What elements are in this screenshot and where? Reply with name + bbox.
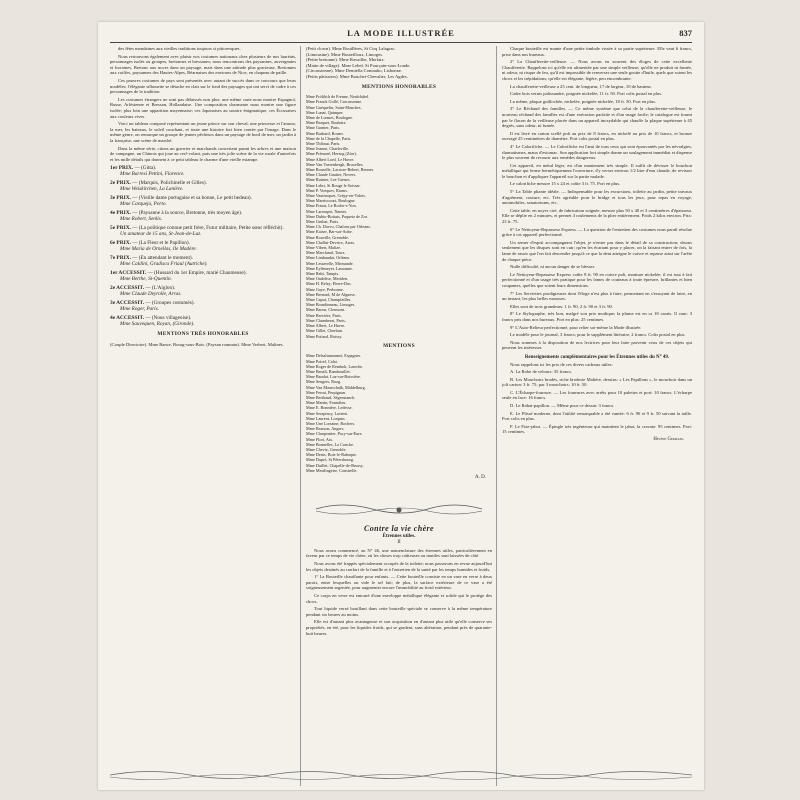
prize-list — [110, 165, 296, 327]
list-item: Mme de la Chapelle, Paris. — [306, 135, 352, 141]
list-item: Mme Duillet, Chapelle-de-Brussy. — [306, 462, 364, 468]
prize-title: — (Groupes costumés). — [145, 300, 195, 307]
article-paragraph: Elle est d'autant plus avantageuse et son acquisition en d'autant plus utile qu'elle conserve ses propriétés, en été, pour les liquides froids, qui se gardent, sans altération, pendant près de quarante-huit heures. — [306, 619, 492, 636]
prize-rank: 1er ACCESSIT. — [110, 270, 147, 277]
list-item: Mme Brevière, Paris. — [306, 312, 342, 318]
list-item: Mme Bonnelles, La Conche. — [306, 441, 355, 447]
list-item: Mme Albert Lord, Le Havre. — [306, 156, 355, 162]
list-item: Mme Lestavelle, Mirmande. — [306, 260, 354, 266]
prize-rank: 4e PRIX. — [110, 210, 131, 217]
article-paragraph: 8° Le Stylographe, très bon, malgré son prix modique; la plume est en or 18 carats. Il vaut: 3 francs pris dans nos bureaux. Port en plus: 25 centimes. — [502, 311, 692, 322]
list-item: Mme Martin, Fontalieu. — [306, 400, 347, 406]
article-paragraph: 6° Le Nettoyeur-Repasseur Express. — La question de l'entretien des costumes nous paraît résolue grâce à cet appareil perfectionné. — [502, 226, 692, 238]
list-item: Mme Flori, Aix. — [306, 436, 334, 442]
prize-winner: Mme Sauvequen, Royan, (Gironde). — [120, 321, 195, 328]
prize-title: — (Nous villageoise). — [145, 315, 192, 322]
list-item: Mme Bernard, M de Alguese. — [306, 291, 356, 297]
top-list — [306, 46, 492, 80]
column-left — [110, 46, 296, 786]
article-paragraph: 2° La Chaufferette-veilleuse. — Nous avons eu souvent des éloges de cette excellente Chaufferette. Rappelons ici qu'elle est alimentée par une simple veilleuse; qu'elle ne produit ni fumée, ni odeur, ni risque de feu, qu'il est impossible de renverser une seule goutte d'huile, quels que soient les chocs et les trépidations; qu'elle est élégante, légère, peu encombrante. — [502, 59, 692, 81]
article-paragraph: Ce corps en verre est entouré d'une enveloppe métallique élégante et solide qui le protège des chocs. — [306, 592, 492, 604]
prize-title: — (Paysanne à la source, Bretonne, très moyen âge). — [132, 210, 243, 217]
article-paragraph: des fêtes mondaines aux vieilles traditions toujours si pittoresques. — [118, 46, 241, 51]
list-item: Mme Lebri, St Rouge le Soissar. — [306, 182, 361, 188]
article-paragraph: Nous sommes à la disposition de nos lectrices pour leur faire parvenir ceux de ces objets qui peuvent les intéresser. — [502, 339, 692, 351]
list-item: Mme Challut-Devrice, Arras. — [306, 239, 356, 245]
list-item: (Petite bretonne). Mme Ravailler, Morlaix. — [306, 57, 385, 63]
article-paragraph: Cadre bois vernis palissandre, poignée nickelée, 11 fr. 50. Port colis postal en plus. — [510, 91, 663, 97]
prize-winner: Mme Weiskirchen, La Lanière. — [120, 186, 184, 193]
article-paragraph: 7° Les Serviettes prodigieuses dont l'éloge n'est plus à faire, permettant en s'essuyant de faire, en un instant, les plus belles mousses. — [502, 290, 692, 302]
prize-entry — [110, 255, 296, 267]
list-item: Mme Benali, Rambouillet. — [306, 368, 351, 374]
list-item: Mme Serapincy, Lorient. — [306, 410, 348, 416]
list-item: Mme Van Vaerenbergh, Bruxelles. — [306, 161, 364, 167]
list-item: F. Le Fixe-jabot. — Épingle très ingénieuse qui maintient le jabot, la cravate: 95 centimes. Port: 15 centimes. — [502, 423, 692, 435]
prize-winner: Mme Claude Deyrolle, Arras. — [120, 291, 182, 298]
list-item: Mme Larroupie, Nantes. — [306, 208, 348, 214]
list-item: (Petit clown). Mme Rouillères, St Cirq Lalagrac. — [306, 46, 396, 51]
list-item: Mme Lunat, Quimper. — [306, 109, 344, 115]
prize-title: — (La politique connue petit frère, Futur militaire, Petite sœur réfléchit). — [132, 225, 284, 232]
prize-winner: Mme Maria de Ornellas, Ile Madère. — [120, 246, 197, 253]
column-right — [502, 46, 692, 786]
article-contre-la-vie-chere — [306, 524, 492, 786]
list-item: Mme Burkard, Rouen. — [306, 130, 344, 136]
list-item: Mme Brasson, Angers. — [306, 426, 345, 432]
bottom-ornament — [110, 768, 692, 782]
article-paragraph: Un semer d'esprit accompagnant l'objet, je n'entre pas dans le détail de sa construction; disons seulement que les disques sont en cuir; qu'en les écartant pour y placer, on la faisant entrer de fois, la lame de rasoir que l'on fait descendre jusqu'à ce que la dent atteigne le cuivre et repasse ainsi sur l'arête de chaque pièce. — [502, 239, 692, 262]
mentions-text: (Couple Directoire). Mme Rance, Bourg-sous-Bois. (Paysan roumain). Mme Verbert, Malines. — [110, 341, 284, 347]
article-paragraph: 3° Le Réchaud des familles. — Ce même système que celui de la chaufferette-veilleuse, le nouveau réchaud des familles est d'une exécution parfaite et d'un usage facile; le catalogue est fourni par le flacon de la veilleuse placée dans un appareil inoxydable qui chauffe la plaque supérieure à 45 degrés, sans odeur, ni fumée. — [502, 106, 692, 129]
prize-title: — (Marquis, Polichinelle et Gilles). — [132, 180, 207, 187]
list-item: D. Le Rabat-papillon. — Même pour ce dessin: 3 francs. — [510, 403, 615, 409]
list-item: A. La Robe de velours: 35 francs. — [510, 369, 572, 375]
list-item: Mme Ferrat, Perpignan. — [306, 389, 347, 395]
list-item: Mme Franck Gollé, Carcassonne. — [306, 99, 363, 105]
list-item: (Petits pâtissiers). Mme Bouchet-Chevalier, Les Agdes. — [306, 73, 408, 79]
list-item: Mme Chamberat, Paris. — [306, 317, 346, 323]
prize-rank: 4e ACCESSIT. — [110, 315, 145, 322]
list-item: Mme Jeanne, Charleville. — [306, 146, 350, 152]
article-paragraph: Voici un tableau composé représentant un jeune prince sur son cheval, une princesse et l'amour, la mer, les bateaux, le soleil couchant, et toute une histoire fort bien contée par l'image. Dans le même genre, on remarque un groupe de jeunes pêcheurs dans un paysage de bord de mer, un jardin à la française, une scène de marché. — [110, 121, 296, 143]
prize-entry — [110, 300, 296, 312]
article-subtitle: Étrennes utiles. — [382, 533, 416, 539]
list-item: Mme Braquet, Roubaix. — [306, 120, 347, 126]
list-item: E. Le Plissé moderne, dont l'utilité remarquable a été vantée: 6 fr. 90 et 9 fr. 50 suivant la taille. Port colis en plus. — [502, 410, 692, 422]
article-paragraph: 9° L'Auto-Relieur perfectionné, pour relier soi-même la Mode illustrée. — [510, 324, 642, 330]
article-paragraph: Les costumes étrangers ne sont pas délaissés non plus: une même carte nous montre Espagnol, Russe, Arlésienne et Bressan, Hollandaise. Une composition charmante nous montre une figure isolée; plus loin une apparition mayennaise; ces Japonaises au sourire énigmatique, ces Écossaises aux couleurs vives. — [110, 96, 296, 119]
list-item: Mme Limbaudat, Orléans. — [306, 255, 351, 261]
article-paragraph: Nous avons commencé, au N° 46, une nomenclature des étrennes utiles, particulièrement en faveur par ce temps de vie chère, où les choses trop coûteuses ou inutiles sont laissées de côté. — [306, 547, 492, 559]
list-item: Mme Ruinier, Lee Grenes. — [306, 177, 351, 183]
list-item: Mme Sengers, Rozg. — [306, 379, 342, 385]
article-paragraph: Le modèle pour le journal, 3 francs; pour le supplément littéraire, 2 francs. Colis postal en plus. — [510, 332, 686, 338]
list-item: Mme Fröhlich de Frenne, Neufchâtel. — [306, 94, 370, 100]
prize-entry — [110, 285, 296, 297]
list-item: Mme Kaiser, Bar-sur-Aube. — [306, 229, 353, 235]
list-item: Mme Bourdinneau, Limoges. — [306, 302, 356, 308]
prize-rank: 7e PRIX. — [110, 255, 131, 262]
article-paragraph: La chaufferette-veilleuse a 25 cent. de longueur, 17 de largeur, 10 de hauteur. — [510, 83, 652, 89]
prize-rank: 6e PRIX. — [110, 240, 131, 247]
list-item: Mme P. Voeques, Rioms. — [306, 187, 348, 193]
list-item: Mme Mestlingeire, Constrelle. — [306, 467, 358, 473]
list-item: Mme Grubat, Paris. — [306, 219, 340, 225]
author-initials: A. D. — [475, 474, 486, 480]
list-item: Mme H. Reley, Pierre-Duc. — [306, 281, 353, 287]
list-item: Mme de Lormes, Boulogne. — [306, 114, 354, 120]
list-item: Mme Van Maarschalk, Middelburg. — [306, 384, 366, 390]
list-item: Mme Denis, Bois-le-Rabaque. — [306, 452, 357, 458]
honorable-mentions-list — [306, 94, 492, 339]
list-item: Mme Marriocourt, Boulogne. — [306, 198, 356, 204]
prize-rank: 2e PRIX. — [110, 180, 131, 187]
list-item: Mme Marchand, Tours. — [306, 250, 346, 256]
list-item: C. L'Écharpe-fourrure. — Les fourrures avec arrêts pour 10 palettes et port: 10 francs. L'écharpe seule en face: 16 francs. — [502, 389, 692, 401]
prize-title: — (Gitta). — [134, 165, 157, 172]
prize-rank: 5e PRIX. — [110, 225, 131, 232]
list-item: Mme Poitard, Roissy. — [306, 333, 343, 339]
list-item: Mme Laurent, Lorquin. — [306, 415, 346, 421]
page-header — [110, 28, 692, 43]
list-item: Mme Dupré, St Pétersbourg. — [306, 457, 354, 463]
list-item: Mme Thibaut, Paris. — [306, 140, 341, 146]
prize-entry — [110, 315, 296, 327]
prize-rank: 2e ACCESSIT. — [110, 285, 145, 292]
list-item: Mme Guéquelin, Saint-Manches. — [306, 104, 362, 110]
article-continuation — [502, 46, 692, 351]
list-item: (Limousine). Mme Bouteilloux, Limoges. — [306, 51, 384, 57]
decorative-ornament — [312, 500, 486, 518]
prize-entry — [110, 270, 296, 282]
prize-title: — (La Fleur et le Papillon). — [132, 240, 190, 247]
prize-winner: Un amateur de 15 ans, St-Jean-de-Luz. — [120, 231, 202, 238]
article-paragraph: Nous avons été frappés spécialement occupés de la toilette; nous passerons en revue aujourd'hui les objets destinés au confort de la famille et à l'entretien de la santé par les temps humides et froids. — [306, 560, 492, 572]
prize-entry — [110, 165, 296, 177]
article-paragraph: Le calorifiche mesure 15 x 24 et coûte 3 fr. 75. Port en plus. — [510, 181, 621, 187]
prize-title: — (Vieille dame portugaise et sa bonne, Le petit bedeau). — [132, 195, 252, 202]
article-paragraph: 1° La Bouteille chauffante pour enfants. — Cette bouteille consiste en un vase en verre à deux parois, entre lesquelles on vide le sel fait; de plus, la surface extérieure de ce vase a été soigneusement argentée, pour augmenter encore l'immobilité au froid extérieur. — [306, 574, 492, 591]
section-heading: Renseignements complémentaires pour les Étrennes utiles du N° 49. — [524, 354, 670, 360]
column-middle — [306, 46, 492, 516]
list-item: Mme Eylèmeyer, Lausanne. — [306, 265, 354, 271]
list-item: B. Les Mouchoirs brodés, riche broderie Malière, dessins: « Les Papillons », le mouchoir dans un joli carton: 3 fr. 75; par 3 mouchoirs: 10 fr. 50. — [502, 376, 692, 388]
prize-entry — [110, 195, 296, 207]
price-list — [502, 369, 692, 435]
list-item: Mme Charpentier, Pacy-sur-Eure. — [306, 431, 363, 437]
list-item: (Matin de village). Mme Lebel, St Pourçain-sous-Loude. — [306, 62, 411, 68]
prize-winner: Mme Berthe, St-Quentin. — [120, 276, 172, 283]
section-heading: MENTIONS HONORABLES — [361, 83, 437, 90]
list-item: Mme Claude Gautier, Nevers. — [306, 172, 357, 178]
prize-entry — [110, 210, 296, 222]
prize-winner: Mme Carqueja, Porto. — [120, 201, 167, 208]
list-item: (Circassienne). Mme Demiella Contauho, Lisbonne. — [306, 68, 403, 74]
list-item: Mme Vibert, Malize. — [306, 245, 342, 251]
list-item: Mme Rabi, Tampis. — [306, 271, 340, 277]
article-title: Contre la vie chère — [363, 524, 435, 533]
list-item: Mme Oudelise, Meriden. — [306, 276, 349, 282]
prize-winner: Mme Caldini, Gradisca Friaul (Autriche). — [120, 261, 208, 268]
article-paragraph: Tout liquide versé bouillant dans cette bouteille spéciale se conserve à la même température pendant six heures au moins. — [306, 606, 492, 617]
article-paragraph: Elles sont de trois grandeurs: 1 fr. 90, 2 fr. 90 et 3 fr. 90. — [510, 303, 613, 309]
list-item: Mme Garnier, Paris. — [306, 125, 341, 131]
list-item: Mme Prémoré, Herzog (Zürr). — [306, 151, 357, 157]
article-paragraph: Ces pauvres costumes de pays sont présentés avec autant de succès dans ce concours que leurs modèles; l'élégante silhouette se détache en clair sur le fond des paysages qui ont servi de cadre à ces personnages de la tradition. — [110, 77, 296, 95]
list-item: Mme Baudot, Luz-sur-Boissière. — [306, 374, 362, 380]
section-heading: MENTIONS TRÈS HONORABLES — [157, 331, 249, 338]
list-item: Mme Cheviz, Grenoble. — [306, 446, 347, 452]
article-paragraph: Chaque bouteille est munie d'une petite timbale vissée à sa partie supérieure. Elle vaut 6 francs, prise dans nos bureaux. — [502, 46, 692, 57]
list-item: Mme Une Lorraine, Rochers. — [306, 420, 356, 426]
prize-winner: Mme Barresi Pettini, Florence. — [120, 171, 185, 178]
list-item: Mme Poirel, Calai. — [306, 358, 338, 364]
prize-rank: 3e ACCESSIT. — [110, 300, 145, 307]
prize-title: — (Hussard du 1er Empire, marié Chaumeuse). — [147, 270, 247, 277]
prize-title: — (L'Aiglon). — [145, 285, 176, 292]
prize-title: — (En attendant le moment). — [132, 255, 193, 262]
article-paragraph: Cette table, en noyer ciré, de fabrication soignée, mesure plus 50 x 40 et 3 centimètres d'épaisseur. Elle se déplie en 2 minutes, et permet 4 roulements de la plier entièrement. Poids 2 kilos environ. Prix: 23 fr. 75. — [502, 207, 692, 225]
column-divider — [496, 46, 497, 786]
column-divider — [300, 46, 301, 786]
list-item: Mme Roger de Rembok, Laroche. — [306, 363, 364, 369]
list-item: Mme Gillet, Cherbun. — [306, 328, 343, 334]
article-paragraph: 4° Le Calorifiche. — Le Calorifiche est l'ami de tous ceux qui sont épouvantés par les névralgies, rhumatismes, maux d'estomac. Son application fort simple donne un soulagement immédiat et dispense le plus souvent de recourir aux remèdes dangereux. — [502, 143, 692, 161]
article-paragraph: La même, plaque guillochée, nickelée, poignée nickelée, 18 fr. 50. Port en plus. — [510, 98, 657, 104]
article-paragraph: Le Nettoyeur-Repasseur Express coûte 8 fr. 90 en cuivre poli, monture nickelée; il est tout à fait perfectionné et d'un usage très pratique pour les lames de couteaux à toute épreuve, brillantes et bien coupantes, quelles que soient leurs dimensions. — [502, 271, 692, 288]
article-paragraph: Dans la même série, citons un guerrier et marchands concertant parmi les arbres et une maison de campagne, un Chinois qui joue au cerf-volant, puis une très jolie scène de la vie rurale d'autrefois et les mille détails qui donnent à ce petit tableau le charme d'une vieille estampe. — [110, 145, 296, 162]
list-item: Mme Albert, Le Havre. — [306, 323, 346, 329]
list-item: Mme Vautiroquet, Crépy-en-Valois. — [306, 193, 366, 199]
list-item: Mme E. Bonnière, Ledesse. — [306, 405, 353, 411]
prize-winner: Mme Roger, Paris. — [120, 306, 159, 313]
prize-rank: 1er PRIX. — [110, 165, 134, 172]
prize-entry — [110, 240, 296, 252]
section-heading: MENTIONS — [383, 342, 415, 349]
list-item: Mme Ch. Dorvo, Chalons par Orleans. — [306, 224, 371, 230]
article-paragraph: 5° La Table pliante idéale. — Indispensable pour les excursions, toilette au jardin, petite travaux d'agrément, couture, etc. Très agréable pour le bridge et tous les jeux, pour repas en voyage, automobiles, sanatoriums, etc. — [502, 189, 692, 206]
list-item: Mme Rouselle, Lacroze-Rebert, Rennes. — [306, 167, 375, 172]
list-item: Mme Delsaltamonnet, Espagnes. — [306, 353, 362, 359]
author-signature: Hélène Germain. — [653, 437, 684, 443]
mentions-list — [306, 353, 492, 473]
article-paragraph: Nulle difficulté, ni aucun danger de se blesser. — [510, 264, 595, 270]
page-number: 837 — [679, 28, 692, 38]
list-item: Mme Baron, Clermont. — [306, 307, 346, 313]
prize-entry — [110, 180, 296, 192]
magazine-title: LA MODE ILLUSTRÉE — [347, 28, 455, 38]
list-item: Mme Dubio-Bottais, Paquetz de Zor. — [306, 213, 368, 219]
list-item: Mme Caput, Champfailles. — [306, 297, 352, 303]
list-item: Mme Rouville, Grenoble. — [306, 234, 350, 240]
list-item: Mme Gaye, Perbonne. — [306, 286, 344, 292]
prize-winner: Mme Robert, Senlis. — [120, 216, 163, 223]
article-paragraph: Nous rappelons ici les prix de ces divers cadeaux utiles: — [510, 361, 613, 367]
magazine-page — [98, 22, 704, 790]
article-paragraph: Il est livré en carton scellé poli au prix de 8 francs, en nickelé au prix de 10 francs, et bronze ouvragé 25 centimètres de diamètre. Port colis postal en plus. — [502, 130, 692, 142]
article-paragraph: Cet appareil, en métal léger, est d'un maniement très simple. Il suffit de dévisser le bouchon métallique qui ferme hermétiquement l'ouverture, d'y verser environ 1/2 litre d'eau chaude, de revisser le bouchon et d'appliquer l'appareil sur la partie malade. — [502, 162, 692, 179]
prize-entry — [110, 225, 296, 237]
article-paragraph: Nous retrouvons également avec plaisir nos costumes nationaux chez plusieurs de nos lauréats, personnages isolés ou groupes, bretonnes et bressanes; nous rencontrons des paysannes, auvergnates et lorraines, Bretons aux noces dans un paysage, mais dans une attitude plus gracieuse, Bretonnes aux coiffes, paysannes des Hautes-Alpes, Béarnaises des environs de Nice, en chapeau de paille. — [110, 53, 296, 76]
prize-rank: 3e PRIX. — [110, 195, 131, 202]
section-number: II — [397, 540, 401, 546]
list-item: Mme Frasat, Le Roche-s-Yon. — [306, 203, 357, 209]
list-item: Mme Berthaud, Ségensianch. — [306, 394, 356, 400]
